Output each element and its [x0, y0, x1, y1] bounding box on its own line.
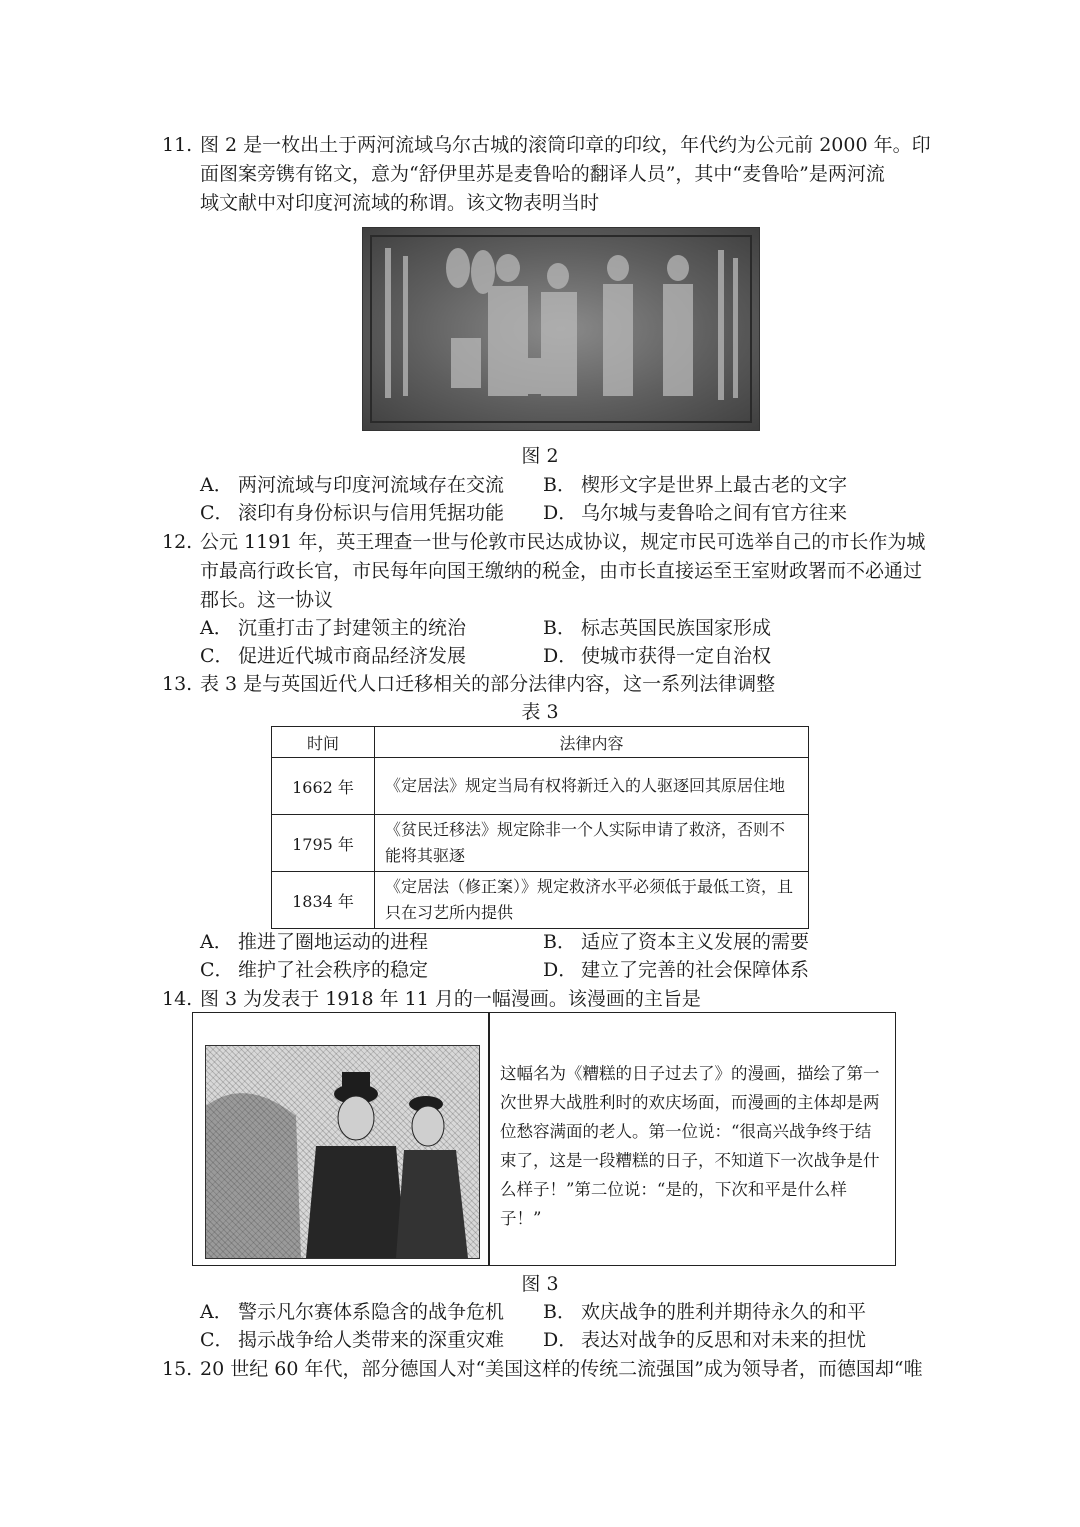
table-3-caption: 表 3	[521, 701, 559, 723]
q12-number: 12.	[162, 531, 193, 553]
q11-number: 11.	[162, 134, 193, 156]
q11-option-c[interactable]	[200, 499, 504, 527]
cartoon-description: 这幅名为《糟糕的日子过去了》的漫画，描绘了第一次世界大战胜利时的欢庆场面，而漫画的主体却是两位愁容满面的老人。第一位说：“很高兴战争终于结束了，这是一段糟糕的日子，不知道下一次战争是什么样子！”第二位说：“是的，下次和平是什么样子！”	[500, 1064, 880, 1228]
option-letter: B．	[543, 1301, 576, 1323]
figure-3-cartoon-panel	[192, 1012, 896, 1266]
option-letter: B．	[543, 474, 576, 496]
q11-line-3: 域文献中对印度河流域的称谓。该文物表明当时	[200, 192, 600, 214]
option-text: 乌尔城与麦鲁哈之间有官方往来	[581, 502, 848, 524]
table-header-row	[272, 727, 809, 758]
option-text: 适应了资本主义发展的需要	[581, 931, 810, 953]
q11-option-b[interactable]	[543, 471, 847, 499]
option-text: 推进了圈地运动的进程	[238, 931, 429, 953]
table-cell-year: 1834 年	[272, 872, 375, 929]
option-letter: C．	[200, 1329, 234, 1351]
table-row	[272, 758, 809, 815]
q13-line-1: 表 3 是与英国近代人口迁移相关的部分法律内容，这一系列法律调整	[200, 673, 776, 695]
option-letter: D．	[543, 502, 578, 524]
q13-number: 13.	[162, 673, 193, 695]
q12-line-3: 郡长。这一协议	[200, 589, 334, 611]
panel-divider	[488, 1013, 490, 1265]
q13-option-d[interactable]	[543, 956, 809, 984]
option-text: 揭示战争给人类带来的深重灾难	[238, 1329, 505, 1351]
cartoon-illustration	[206, 1046, 479, 1258]
option-letter: D．	[543, 959, 578, 981]
option-text: 滚印有身份标识与信用凭据功能	[238, 502, 505, 524]
option-text: 两河流域与印度河流域存在交流	[238, 474, 505, 496]
q12-option-a[interactable]	[200, 614, 466, 642]
q14-option-d[interactable]	[543, 1326, 866, 1354]
q14-option-b[interactable]	[543, 1298, 866, 1326]
q14-option-a[interactable]	[200, 1298, 504, 1326]
figure-2-caption: 图 2	[521, 445, 559, 467]
table-cell-year: 1795 年	[272, 815, 375, 872]
option-letter: A．	[200, 1301, 233, 1323]
option-text: 维护了社会秩序的稳定	[238, 959, 429, 981]
option-text: 警示凡尔赛体系隐含的战争危机	[238, 1301, 505, 1323]
q12-line-1: 公元 1191 年，英王理查一世与伦敦市民达成协议，规定市民可选举自己的市长作为城	[200, 531, 926, 553]
table-header-time: 时间	[272, 727, 375, 758]
option-letter: C．	[200, 645, 234, 667]
table-header-content: 法律内容	[375, 727, 809, 758]
q12-option-d[interactable]	[543, 642, 771, 670]
q12-option-b[interactable]	[543, 614, 771, 642]
option-letter: C．	[200, 502, 234, 524]
cylinder-seal-image	[362, 227, 760, 431]
q11-line-2: 面图案旁镌有铭文，意为“舒伊里苏是麦鲁哈的翻译人员”，其中“麦鲁哈”是两河流	[200, 163, 885, 185]
option-letter: D．	[543, 1329, 578, 1351]
option-text: 建立了完善的社会保障体系	[581, 959, 810, 981]
q11-option-d[interactable]	[543, 499, 847, 527]
option-letter: B．	[543, 931, 576, 953]
option-letter: A．	[200, 474, 233, 496]
table-cell-content: 《定居法》规定当局有权将新迁入的人驱逐回其原居住地	[375, 758, 809, 815]
q12-line-2: 市最高行政长官，市民每年向国王缴纳的税金，由市长直接运至王室财政署而不必通过	[200, 560, 923, 582]
table-cell-content: 《定居法（修正案）》规定救济水平必须低于最低工资，且只在习艺所内提供	[375, 872, 809, 929]
figure-3-caption: 图 3	[521, 1273, 559, 1295]
option-letter: C．	[200, 959, 234, 981]
option-text: 沉重打击了封建领主的统治	[238, 617, 467, 639]
q14-number: 14.	[162, 988, 193, 1010]
q15-line-1: 20 世纪 60 年代，部分德国人对“美国这样的传统二流强国”成为领导者，而德国却“唯	[200, 1358, 923, 1380]
table-row	[272, 872, 809, 929]
cartoon-image	[205, 1045, 480, 1259]
option-letter: A．	[200, 617, 233, 639]
q13-option-b[interactable]	[543, 928, 809, 956]
q12-option-c[interactable]	[200, 642, 466, 670]
option-text: 促进近代城市商品经济发展	[238, 645, 467, 667]
q13-option-a[interactable]	[200, 928, 428, 956]
q11-line-1: 图 2 是一枚出土于两河流域乌尔古城的滚筒印章的印纹，年代约为公元前 2000 年。印	[200, 134, 931, 156]
q14-line-1: 图 3 为发表于 1918 年 11 月的一幅漫画。该漫画的主旨是	[200, 988, 701, 1010]
option-letter: A．	[200, 931, 233, 953]
option-text: 欢庆战争的胜利并期待永久的和平	[581, 1301, 867, 1323]
option-text: 楔形文字是世界上最古老的文字	[581, 474, 848, 496]
q11-option-a[interactable]	[200, 471, 504, 499]
table-cell-content: 《贫民迁移法》规定除非一个人实际申请了救济，否则不能将其驱逐	[375, 815, 809, 872]
option-text: 表达对战争的反思和对未来的担忧	[581, 1329, 867, 1351]
option-letter: D．	[543, 645, 578, 667]
option-text: 使城市获得一定自治权	[581, 645, 772, 667]
q14-option-c[interactable]	[200, 1326, 504, 1354]
option-text: 标志英国民族国家形成	[581, 617, 772, 639]
table-row	[272, 815, 809, 872]
option-letter: B．	[543, 617, 576, 639]
seal-relief-illustration	[363, 228, 759, 430]
law-table	[271, 726, 809, 929]
q15-number: 15.	[162, 1358, 193, 1380]
table-cell-year: 1662 年	[272, 758, 375, 815]
q13-option-c[interactable]	[200, 956, 428, 984]
